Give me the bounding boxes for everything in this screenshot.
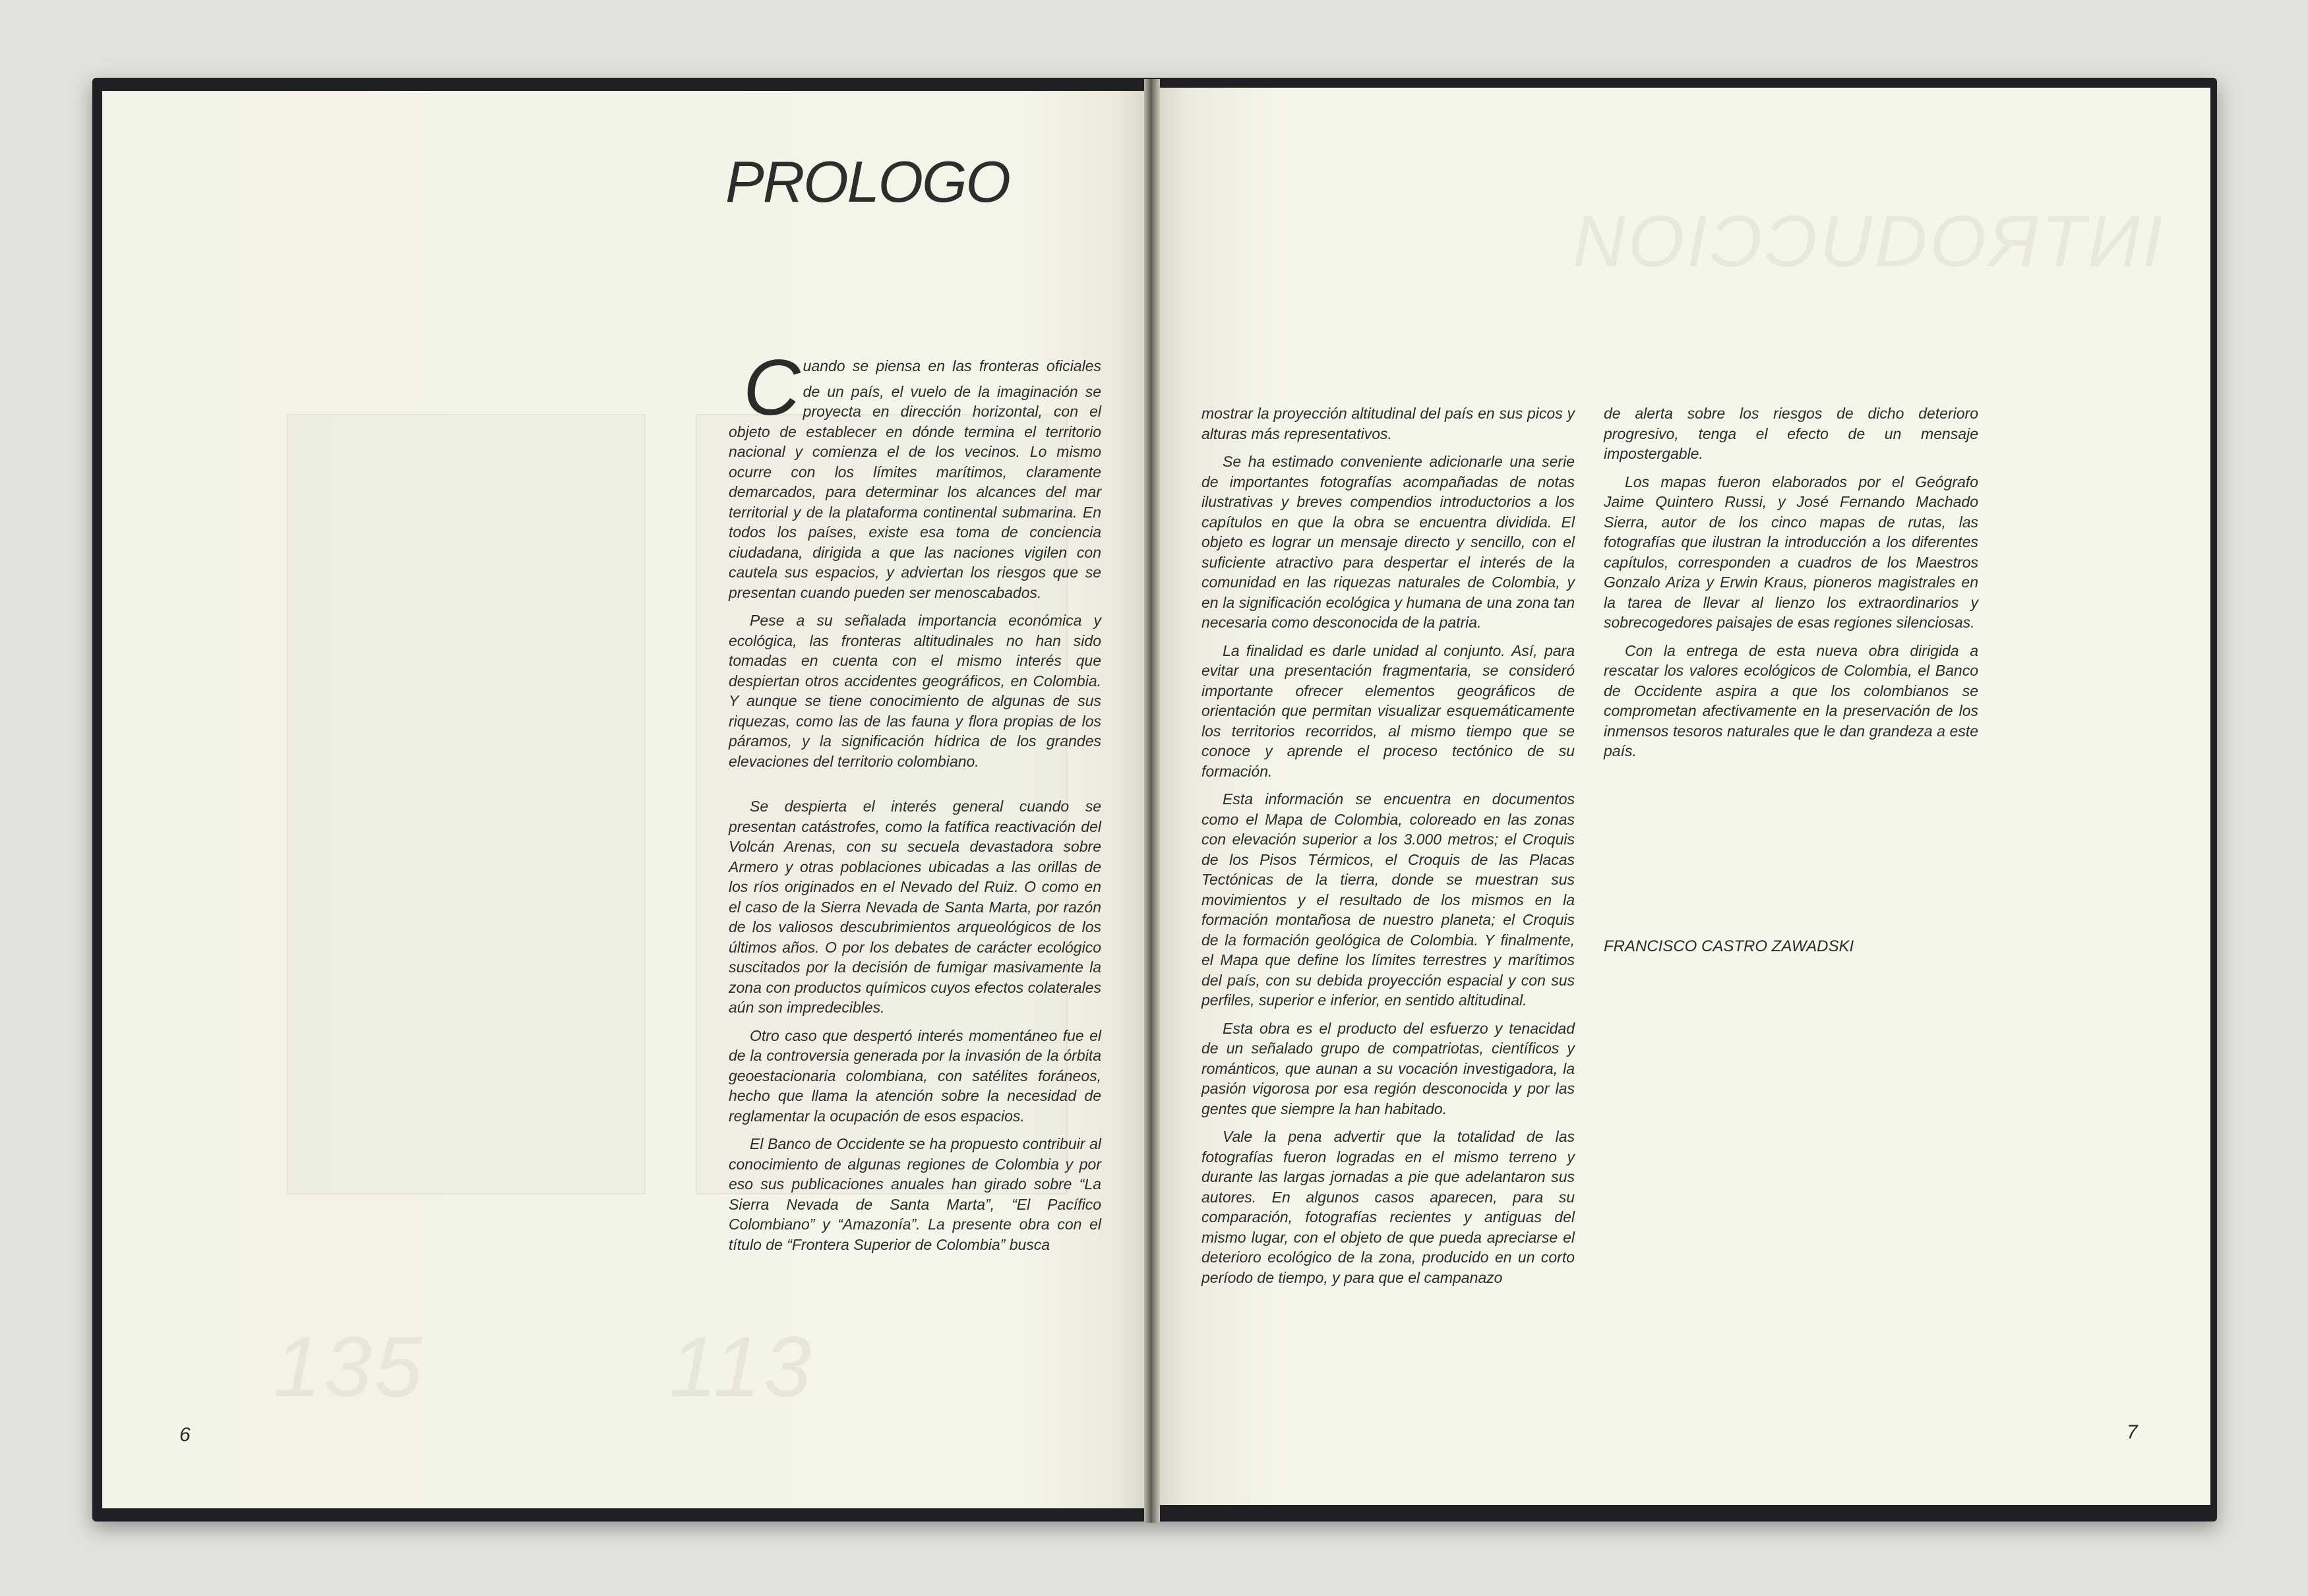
paragraph: Otro caso que despertó interés momentáneo fue el de la controversia generada por la invasión de la órbita geoestacionaria colombiana, con satélites foráneos, hecho que llama la atención sobre la necesidad de reglamentar la ocupación de esos espacios. — [729, 1026, 1101, 1125]
column-3 — [1604, 403, 1978, 769]
paragraph: Esta obra es el producto del esfuerzo y tenacidad de un señalado grupo de compatriotas, científicos y románticos, que aunan a su vocación investigadora, la pasión vigorosa por esa región desconocida y por las gentes que siempre la han habitado. — [1201, 1019, 1575, 1117]
page-title: PROLOGO — [725, 149, 1010, 214]
paragraph: mostrar la proyección altitudinal del país en sus picos y alturas más representativos. — [1201, 405, 1575, 442]
paragraph: Se despierta el interés general cuando se presentan catástrofes, como la fatífica reactivación del Volcán Arenas, con su secuela devastadora sobre Armero y otras poblaciones ubicadas a las orillas de los ríos originados en el Nevado del Ruiz. O como en el caso de la Sierra Nevada de Santa Marta, por razón de los valiosos descubrimientos arqueológicos de los últimos años. O por los debates de carácter ecológico suscitados por la decisión de fumigar masivamente la zona con productos químicos cuyos efectos colaterales aún son impredecibles. — [729, 798, 1101, 1016]
column-1 — [729, 343, 1101, 1262]
show-through-numbers: 113 — [669, 1318, 814, 1415]
column-2 — [1201, 403, 1575, 1295]
paragraph: Vale la pena advertir que la totalidad de las fotografías fueron logradas en el mismo terreno y durante las largas jornadas a pie que adelantaron sus autores. En algunos casos aparecen, para su comparación, fotografías recientes y antiguas del mismo lugar, con el objeto de que pueda apreciarse el deterioro ecológico de la zona, producido en un corto período de tiempo, y para que el campanazo — [1201, 1128, 1575, 1286]
paragraph: Esta información se encuentra en documentos como el Mapa de Colombia, coloreado en las zonas con elevación superior a los 3.000 metros; el Croquis de los Pisos Térmicos, el Croquis de las Placas Tectónicas de la tierra, donde se muestran sus movimientos y el resultado de los mismos en la formación montañosa de nuestro planeta; el Croquis de la formación geológica de Colombia. Y finalmente, el Mapa que define los límites terrestres y marítimos del país, con su debida proyección espacial y con sus perfiles, superior e inferior, en sentido altitudinal. — [1201, 790, 1575, 1009]
page-number-right: 7 — [2127, 1421, 2138, 1443]
paragraph: de alerta sobre los riesgos de dicho deterioro progresivo, tenga el efecto de un mensaje impostergable. — [1604, 405, 1978, 462]
paragraph: Con la entrega de esta nueva obra dirigida a rescatar los valores ecológicos de Colombia, el Banco de Occidente aspira a que los colombianos se comprometan afectivamente en la preservación de los inmensos tesoros naturales que le dan grandeza a este país. — [1604, 641, 1978, 759]
paragraph: Pese a su señalada importancia económica y ecológica, las fronteras altitudinales no han sido tomadas en cuenta con el mismo interés que despiertan otros accidentes geográficos, en Colombia. Y aunque se tiene conocimiento de algunas de sus riquezas, como las de las fauna y flora propias de los páramos, y la significación hídrica de los grandes elevaciones del territorio colombiano. — [729, 612, 1101, 770]
paragraph: El Banco de Occidente se ha propuesto contribuir al conocimiento de algunas regiones de Colombia y por eso sus publicaciones anuales han girado sobre “La Sierra Nevada de Santa Marta”, “El Pacífico Colombiano” y “Amazonía”. La presente obra con el título de “Frontera Superior de Colombia” busca — [729, 1135, 1101, 1253]
paragraph: Los mapas fueron elaborados por el Geógrafo Jaime Quintero Russi, y José Fernando Machado Sierra, autor de los cinco mapas de rutas, las fotografías que ilustran la introducción a los diferentes capítulos, corresponden a cuadros de los Maestros Gonzalo Ariza y Erwin Kraus, pioneros magistrales en la tarea de llevar al lienzo los extraordinarios y sobrecogedores paisajes de esas regiones silenciosas. — [1604, 473, 1978, 631]
author-signature: FRANCISCO CASTRO ZAWADSKI — [1604, 937, 1854, 955]
paragraph: Cuando se piensa en las fronteras oficiales de un país, el vuelo de la imaginación se proyecta en dirección horizontal, con el objeto de establecer en dónde termina el territorio nacional y comienza el de los vecinos. Lo mismo ocurre con los límites marítimos, claramente demarcados, para determinar los alcances del mar territorial y de la plataforma continental submarina. En todos los países, existe esa toma de conciencia ciudadana, dirigida a que las naciones vigilen con cautela sus espacios, y adviertan los riesgos que se presentan cuando pueden ser menoscabados. — [729, 357, 1101, 601]
page-number-left: 6 — [179, 1424, 191, 1446]
show-through-numbers: 135 — [274, 1318, 425, 1415]
drop-cap: C — [743, 343, 801, 432]
show-through-heading: NOIƆƆUDOЯTИI — [1573, 201, 2166, 282]
paragraph: Se ha estimado conveniente adicionarle una serie de importantes fotografías acompañadas de notas ilustrativas y breves compendios introductorios a los capítulos en que la obra se encuentra dividida. El objeto es lograr un mensaje directo y sencillo, con el suficiente atractivo para despertar el interés de la comunidad en las riquezas naturales de Colombia, y en la significación ecológica y humana de una zona tan necesaria como desconocida de la patria. — [1201, 453, 1575, 631]
paragraph: La finalidad es darle unidad al conjunto. Así, para evitar una presentación fragmentaria, se consideró importante ofrecer elementos geográficos de orientación que permitan visualizar esquemáticamente los territorios recorridos, al mismo tiempo que se conoce y aprende el proceso tectónico de su formación. — [1201, 641, 1575, 780]
book-gutter — [1144, 79, 1160, 1523]
show-through-image — [287, 414, 646, 1195]
